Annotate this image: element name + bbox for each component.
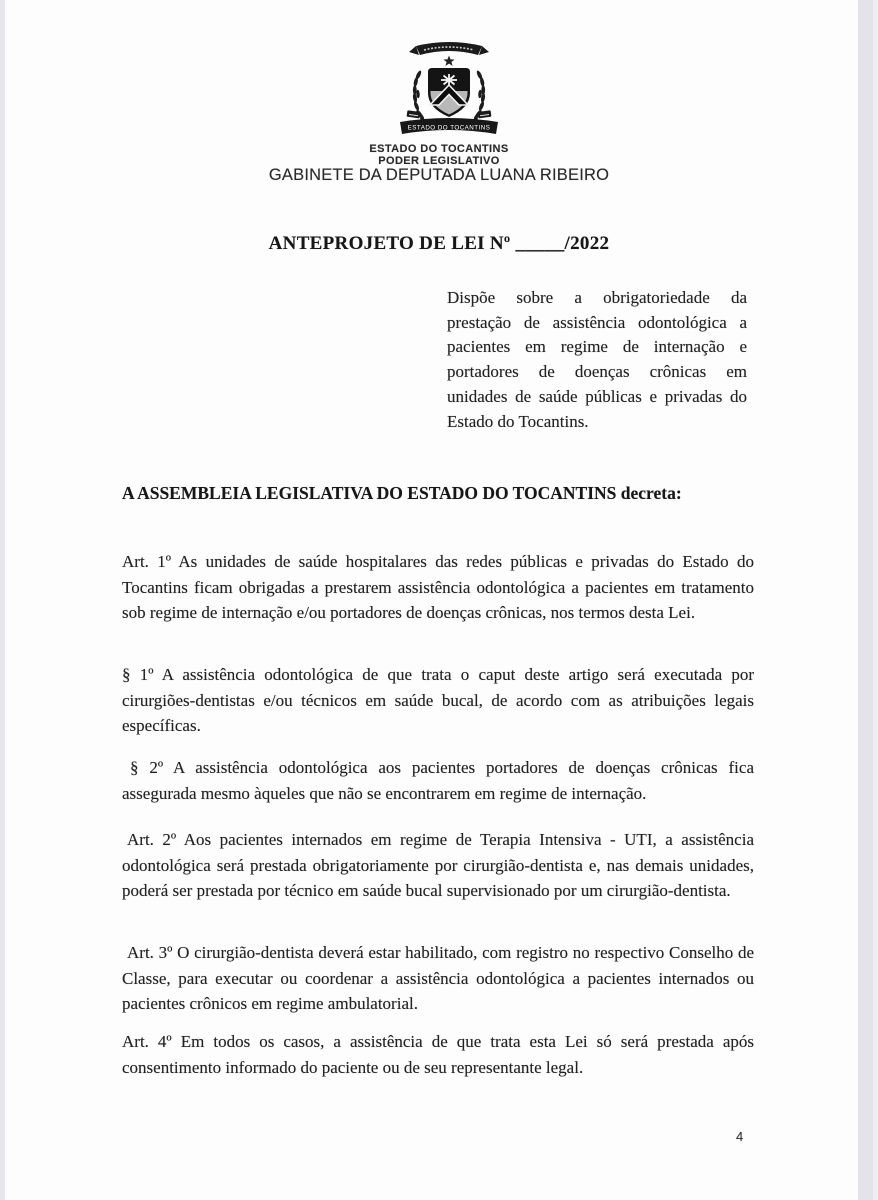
- article-paragraph: Art. 4º Em todos os casos, a assistência de que trata esta Lei só será prestada após consentimento informado do paciente ou de seu representante legal.: [122, 1032, 754, 1077]
- enacting-clause: A ASSEMBLEIA LEGISLATIVA DO ESTADO DO TOCANTINS decreta:: [122, 483, 682, 503]
- emblem-ribbon: [409, 42, 489, 55]
- page-number: 4: [736, 1129, 744, 1144]
- emblem-star-icon: [443, 56, 454, 66]
- article-paragraph: Art. 1º As unidades de saúde hospitalares das redes públicas e privadas do Estado do Tocantins ficam obrigadas a prestarem assistência odontológica a pacientes em tratamento sob regime de internação e/ou portadores de doenças crônicas, nos termos desta Lei.: [122, 552, 754, 622]
- article-paragraph: § 1º A assistência odontológica de que trata o caput deste artigo será executada por cirurgiões-dentistas e/ou técnicos em saúde bucal, de acordo com as atribuições legais específicas.: [122, 665, 754, 735]
- emblem-shield: [428, 68, 470, 117]
- ementa-text: Dispõe sobre a obrigatoriedade da prestação de assistência odontológica a pacientes em regime de internação e portadores de doenças crônicas em unidades de saúde públicas e privadas do Estado do Tocantins.: [447, 288, 747, 431]
- header-org-line3: GABINETE DA DEPUTADA LUANA RIBEIRO: [268, 166, 610, 184]
- emblem-banner: [400, 118, 498, 134]
- article-paragraph: Art. 2º Aos pacientes internados em regime de Terapia Intensiva - UTI, a assistência odontológica será prestada obrigatoriamente por cirurgião-dentista e, nas demais unidades, poderá ser prestada por técnico em saúde bucal supervisionado por um cirurgião-dentista.: [122, 830, 754, 900]
- header-org-line2: PODER LEGISLATIVO: [378, 155, 500, 167]
- page-title: ANTEPROJETO DE LEI Nº _____/2022: [268, 233, 610, 254]
- tocantins-coat-of-arms: [394, 38, 504, 138]
- header-org-line1: ESTADO DO TOCANTINS: [369, 143, 509, 155]
- emblem-banner-text: ESTADO DO TOCANTINS: [407, 124, 491, 132]
- article-paragraph: Art. 3º O cirurgião-dentista deverá estar habilitado, com registro no respectivo Conselho de Classe, para executar ou coordenar a assistência odontológica a pacientes internados ou pacientes crônicos em regime ambulatorial.: [122, 943, 754, 1013]
- article-paragraph: § 2º A assistência odontológica aos pacientes portadores de doenças crônicas fica assegurada mesmo àqueles que não se encontrarem em regime de internação.: [122, 758, 754, 803]
